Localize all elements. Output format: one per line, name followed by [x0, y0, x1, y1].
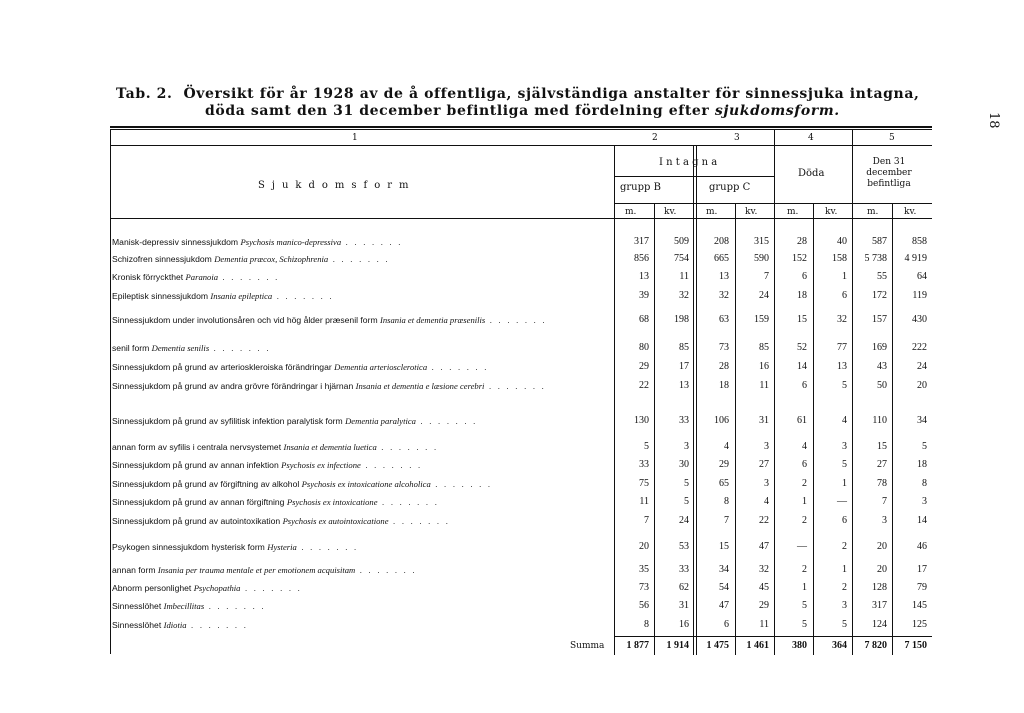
header-den-31-december: Den 31 december befintliga: [866, 157, 912, 189]
table-row: [112, 582, 612, 594]
table-cell: 80: [639, 342, 649, 353]
table-cell: 18: [797, 290, 807, 301]
title-text-2: döda samt den 31 december befintliga med fördelning efter: [205, 103, 715, 119]
table-cell: 11: [759, 380, 769, 391]
table-cell: 18: [917, 459, 927, 470]
table-cell: 110: [872, 415, 887, 426]
row-label: Schizofren sinnessjukdom: [112, 254, 215, 264]
table-cell: 11: [639, 496, 649, 507]
table-row: [112, 600, 612, 612]
title-line-1: [116, 86, 919, 102]
row-latin-name: Dementia senilis: [151, 343, 210, 353]
table-cell: 29: [719, 459, 729, 470]
leader-dots: . . . . . . .: [484, 381, 546, 391]
table-cell: 198: [674, 314, 689, 325]
table-cell: 5: [684, 478, 689, 489]
row-label: Epileptisk sinnessjukdom: [112, 291, 211, 301]
header-sjukdomsform: Sjukdomsform: [258, 180, 416, 191]
table-row: [112, 564, 612, 576]
table-cell: 15: [719, 541, 729, 552]
leader-dots: . . . . . . .: [209, 343, 271, 353]
table-cell: 53: [679, 541, 689, 552]
leader-dots: . . . . . . .: [204, 601, 266, 611]
row-latin-name: Insania et dementia luetica: [283, 442, 377, 452]
leader-dots: . . . . . . .: [328, 254, 390, 264]
table-cell: 858: [912, 236, 927, 247]
row-latin-name: Dementia paralytica: [345, 416, 416, 426]
table-cell: 61: [797, 415, 807, 426]
row-latin-name: Psychosis manico-depressiva: [240, 237, 342, 247]
row-latin-name: Hysteria: [267, 542, 297, 552]
col-number-1: 1: [352, 133, 358, 143]
leader-dots: . . . . . . .: [485, 315, 547, 325]
table-cell: 28: [719, 361, 729, 372]
row-latin-name: Psychosis ex intoxicatione: [286, 497, 378, 507]
table-cell: 317: [872, 600, 887, 611]
table-cell: 22: [759, 515, 769, 526]
table-cell: 6: [724, 619, 729, 630]
table-cell: 590: [754, 253, 769, 264]
row-latin-name: Dementia præcox, Schizophrenia: [214, 254, 329, 264]
table-cell: 145: [912, 600, 927, 611]
table-row: [112, 619, 612, 631]
table-cell: 125: [912, 619, 927, 630]
table-cell: 13: [837, 361, 847, 372]
header-kv-4: kv.: [904, 207, 917, 217]
summa-cell: 380: [792, 640, 807, 651]
row-latin-name: Idiotia: [163, 620, 187, 630]
table-cell: 7: [764, 271, 769, 282]
header-bottom-rule: [110, 218, 932, 219]
table-cell: 45: [759, 582, 769, 593]
table-cell: 40: [837, 236, 847, 247]
header-kv-1: kv.: [664, 207, 677, 217]
leader-dots: . . . . . . .: [272, 291, 334, 301]
table-cell: 32: [759, 564, 769, 575]
header-m-2: m.: [706, 207, 718, 217]
table-cell: 62: [679, 582, 689, 593]
table-cell: 159: [754, 314, 769, 325]
table-row: [112, 441, 612, 453]
table-cell: 106: [714, 415, 729, 426]
table-cell: 47: [759, 541, 769, 552]
table-row: [112, 253, 612, 265]
table-cell: 5: [802, 619, 807, 630]
table-cell: 6: [842, 290, 847, 301]
table-cell: 17: [679, 361, 689, 372]
row-label: annan form: [112, 565, 158, 575]
table-cell: 5: [842, 380, 847, 391]
row-latin-name: Psychosis ex infectione: [281, 460, 361, 470]
table-cell: 1: [802, 582, 807, 593]
table-cell: 20: [639, 541, 649, 552]
row-label: Kronisk förryckthet: [112, 272, 186, 282]
col-number-2: 2: [652, 133, 658, 143]
summa-label: Summa: [570, 641, 605, 651]
table-cell: 20: [917, 380, 927, 391]
row-latin-name: Insania et dementia e læsione cerebri: [355, 381, 485, 391]
header-m-4: m.: [867, 207, 879, 217]
col-divider-bc-1: [693, 145, 694, 655]
table-cell: 587: [872, 236, 887, 247]
table-row: [112, 342, 612, 354]
table-cell: —: [797, 541, 807, 552]
leader-dots: . . . . . . .: [377, 497, 439, 507]
table-cell: 152: [792, 253, 807, 264]
table-cell: 75: [639, 478, 649, 489]
table-cell: 64: [917, 271, 927, 282]
table-row: [112, 478, 612, 490]
leader-dots: . . . . . . .: [388, 516, 450, 526]
table-cell: 128: [872, 582, 887, 593]
table-row: [112, 271, 612, 283]
table-cell: 32: [719, 290, 729, 301]
table-cell: 54: [719, 582, 729, 593]
table-cell: 73: [719, 342, 729, 353]
leader-dots: . . . . . . .: [360, 460, 423, 470]
row-label: Sinnessjukdom på grund av arterioskleroiska förändringar: [112, 362, 335, 372]
table-cell: 31: [759, 415, 769, 426]
table-cell: 2: [802, 478, 807, 489]
table-cell: 20: [877, 564, 887, 575]
leader-dots: . . . . . . .: [355, 565, 417, 575]
table-cell: 856: [634, 253, 649, 264]
table-cell: 85: [759, 342, 769, 353]
row-latin-name: Psychosis ex intoxicatione alcoholica: [301, 479, 431, 489]
table-cell: 7: [644, 515, 649, 526]
leader-dots: . . . . . . .: [218, 272, 280, 282]
row-latin-name: Paranoia: [185, 272, 219, 282]
table-cell: 14: [797, 361, 807, 372]
col-number-5: 5: [889, 133, 895, 143]
table-cell: 8: [724, 496, 729, 507]
table-cell: 55: [877, 271, 887, 282]
table-cell: 5: [922, 441, 927, 452]
table-cell: 1: [842, 564, 847, 575]
table-cell: 13: [719, 271, 729, 282]
table-cell: 172: [872, 290, 887, 301]
table-cell: 2: [802, 564, 807, 575]
table-cell: 3: [882, 515, 887, 526]
title-text-1: Översikt för år 1928 av de å offentliga, självständiga anstalter för sinnessjuka intagna,: [183, 86, 920, 102]
leader-dots: . . . . . . .: [430, 479, 493, 489]
summa-cell: 1 475: [706, 640, 729, 651]
header-kv-3: kv.: [825, 207, 838, 217]
table-cell: 4: [724, 441, 729, 452]
table-cell: 33: [639, 459, 649, 470]
header-doda: Döda: [798, 168, 825, 179]
table-cell: 4: [842, 415, 847, 426]
row-label: Sinnesslöhet: [112, 620, 164, 630]
table-cell: 2: [842, 582, 847, 593]
table-cell: 6: [802, 380, 807, 391]
leader-dots: . . . . . . .: [341, 237, 403, 247]
col-divider-label: [614, 145, 615, 655]
table-cell: 29: [759, 600, 769, 611]
table-cell: 130: [634, 415, 649, 426]
table-cell: 85: [679, 342, 689, 353]
table-cell: 5: [802, 600, 807, 611]
table-cell: 18: [719, 380, 729, 391]
row-label: Sinnessjukdom på grund av syfilitisk infektion paralytisk form: [112, 416, 346, 426]
row-latin-name: Insania epileptica: [210, 291, 273, 301]
row-label: Sinnessjukdom under involutionsåren och vid hög ålder præsenil form: [112, 315, 380, 325]
table-cell: 29: [639, 361, 649, 372]
row-label: Sinnessjukdom på grund av andra grövre förändringar i hjärnan: [112, 381, 356, 391]
leader-dots: . . . . . . .: [296, 542, 359, 552]
table-row: [112, 541, 612, 553]
table-cell: 50: [877, 380, 887, 391]
table-cell: 430: [912, 314, 927, 325]
table-cell: 2: [802, 515, 807, 526]
table-cell: 6: [802, 271, 807, 282]
leader-dots: . . . . . . .: [415, 416, 478, 426]
row-latin-name: Imbecillitas: [163, 601, 205, 611]
table-cell: 34: [917, 415, 927, 426]
top-rule: [110, 126, 932, 128]
header-sub-rule: [614, 203, 932, 204]
header-intagna-rule: [614, 176, 774, 177]
table-cell: 3: [842, 441, 847, 452]
table-row: [112, 515, 612, 527]
page-number: 18: [986, 112, 1001, 129]
title-line-2: [205, 103, 840, 119]
leader-dots: . . . . . . .: [186, 620, 248, 630]
table-cell: 317: [634, 236, 649, 247]
table-cell: 13: [679, 380, 689, 391]
leader-dots: . . . . . . .: [376, 442, 439, 452]
table-cell: 27: [759, 459, 769, 470]
table-left-border: [110, 129, 111, 654]
table-cell: 34: [719, 564, 729, 575]
table-cell: 754: [674, 253, 689, 264]
row-label: Psykogen sinnessjukdom hysterisk form: [112, 542, 268, 552]
row-label: Sinnessjukdom på grund av autointoxikation: [112, 516, 283, 526]
leader-dots: . . . . . . .: [240, 583, 302, 593]
table-cell: 2: [842, 541, 847, 552]
table-cell: 52: [797, 342, 807, 353]
table-cell: 43: [877, 361, 887, 372]
table-cell: 14: [917, 515, 927, 526]
row-label: Sinnessjukdom på grund av förgiftning av alkohol: [112, 479, 302, 489]
row-label: Sinnessjukdom på grund av annan infektion: [112, 460, 282, 470]
table-row: [112, 496, 612, 508]
table-cell: 16: [759, 361, 769, 372]
row-label: Sinnesslöhet: [112, 601, 164, 611]
summa-cell: 1 877: [626, 640, 649, 651]
summa-rule: [614, 636, 932, 637]
table-cell: 7: [724, 515, 729, 526]
table-cell: 68: [639, 314, 649, 325]
table-cell: 15: [797, 314, 807, 325]
table-row: [112, 314, 612, 326]
row-latin-name: Psychosis ex autointoxicatione: [282, 516, 389, 526]
table-cell: 6: [802, 459, 807, 470]
summa-cell: 1 914: [666, 640, 689, 651]
table-cell: 3: [684, 441, 689, 452]
table-cell: 30: [679, 459, 689, 470]
header-number-rule: [110, 145, 932, 146]
table-cell: 32: [679, 290, 689, 301]
table-cell: 169: [872, 342, 887, 353]
table-cell: 78: [877, 478, 887, 489]
table-row: [112, 459, 612, 471]
leader-dots: . . . . . . .: [427, 362, 489, 372]
table-cell: 665: [714, 253, 729, 264]
summa-cell: 7 820: [864, 640, 887, 651]
table-cell: 24: [917, 361, 927, 372]
table-cell: 5: [842, 459, 847, 470]
header-intagna: I n t a g n a: [659, 157, 718, 168]
table-cell: 32: [837, 314, 847, 325]
table-cell: 3: [764, 441, 769, 452]
table-row: [112, 380, 612, 392]
table-cell: 5 738: [864, 253, 887, 264]
table-cell: 4: [764, 496, 769, 507]
table-cell: 15: [877, 441, 887, 452]
table-cell: 7: [882, 496, 887, 507]
table-cell: 47: [719, 600, 729, 611]
col-number-4: 4: [808, 133, 814, 143]
row-label: senil form: [112, 343, 152, 353]
table-cell: 5: [684, 496, 689, 507]
col-number-3: 3: [734, 133, 740, 143]
row-label: annan form av syfilis i centrala nervsystemet: [112, 442, 284, 452]
row-latin-name: Insania et dementia præsenilis: [379, 315, 486, 325]
table-cell: 3: [842, 600, 847, 611]
table-cell: 46: [917, 541, 927, 552]
table-cell: 1: [842, 271, 847, 282]
table-row: [112, 361, 612, 373]
table-cell: 157: [872, 314, 887, 325]
table-cell: 1: [802, 496, 807, 507]
header-grupp-c: grupp C: [709, 182, 751, 193]
table-cell: 509: [674, 236, 689, 247]
col-divider-doda: [774, 129, 775, 655]
table-cell: 6: [842, 515, 847, 526]
header-m-3: m.: [787, 207, 799, 217]
table-row: [112, 236, 612, 248]
table-number: Tab. 2.: [116, 86, 173, 102]
table-cell: 3: [922, 496, 927, 507]
table-cell: 208: [714, 236, 729, 247]
table-cell: 33: [679, 415, 689, 426]
row-latin-name: Dementia arteriosclerotica: [334, 362, 428, 372]
table-cell: 39: [639, 290, 649, 301]
table-cell: 119: [912, 290, 927, 301]
top-rule-thin: [110, 129, 932, 130]
row-label: Abnorm personlighet: [112, 583, 194, 593]
table-cell: 5: [842, 619, 847, 630]
row-label: Sinnessjukdom på grund av annan förgiftning: [112, 497, 287, 507]
table-cell: 158: [832, 253, 847, 264]
col-divider-den31: [852, 129, 853, 655]
summa-cell: 1 461: [746, 640, 769, 651]
table-cell: 4: [802, 441, 807, 452]
table-cell: 124: [872, 619, 887, 630]
table-cell: 65: [719, 478, 729, 489]
col-divider-bc-2: [696, 145, 697, 655]
table-cell: 5: [644, 441, 649, 452]
table-cell: 35: [639, 564, 649, 575]
table-cell: 73: [639, 582, 649, 593]
table-cell: 20: [877, 541, 887, 552]
table-cell: 22: [639, 380, 649, 391]
table-cell: 28: [797, 236, 807, 247]
table-cell: 8: [922, 478, 927, 489]
table-cell: 31: [679, 600, 689, 611]
table-cell: 79: [917, 582, 927, 593]
table-cell: 4 919: [904, 253, 927, 264]
table-cell: 11: [759, 619, 769, 630]
table-cell: 3: [764, 478, 769, 489]
title-text-2-italic: sjukdomsform.: [714, 103, 840, 119]
table-row: [112, 290, 612, 302]
table-cell: 11: [679, 271, 689, 282]
header-m-1: m.: [625, 207, 637, 217]
row-latin-name: Psychopathia: [193, 583, 241, 593]
table-cell: 1: [842, 478, 847, 489]
table-cell: 77: [837, 342, 847, 353]
table-cell: 8: [644, 619, 649, 630]
table-cell: —: [837, 496, 847, 507]
header-kv-2: kv.: [745, 207, 758, 217]
table-cell: 13: [639, 271, 649, 282]
table-cell: 222: [912, 342, 927, 353]
table-cell: 315: [754, 236, 769, 247]
table-cell: 33: [679, 564, 689, 575]
table-cell: 56: [639, 600, 649, 611]
table-cell: 17: [917, 564, 927, 575]
table-row: [112, 415, 612, 427]
row-label: Manisk-depressiv sinnessjukdom: [112, 237, 241, 247]
header-grupp-b: grupp B: [620, 182, 661, 193]
table-cell: 27: [877, 459, 887, 470]
summa-cell: 7 150: [904, 640, 927, 651]
table-cell: 24: [679, 515, 689, 526]
table-cell: 16: [679, 619, 689, 630]
table-cell: 24: [759, 290, 769, 301]
row-latin-name: Insania per trauma mentale et per emotionem acquisitam: [157, 565, 356, 575]
summa-cell: 364: [832, 640, 847, 651]
table-cell: 63: [719, 314, 729, 325]
